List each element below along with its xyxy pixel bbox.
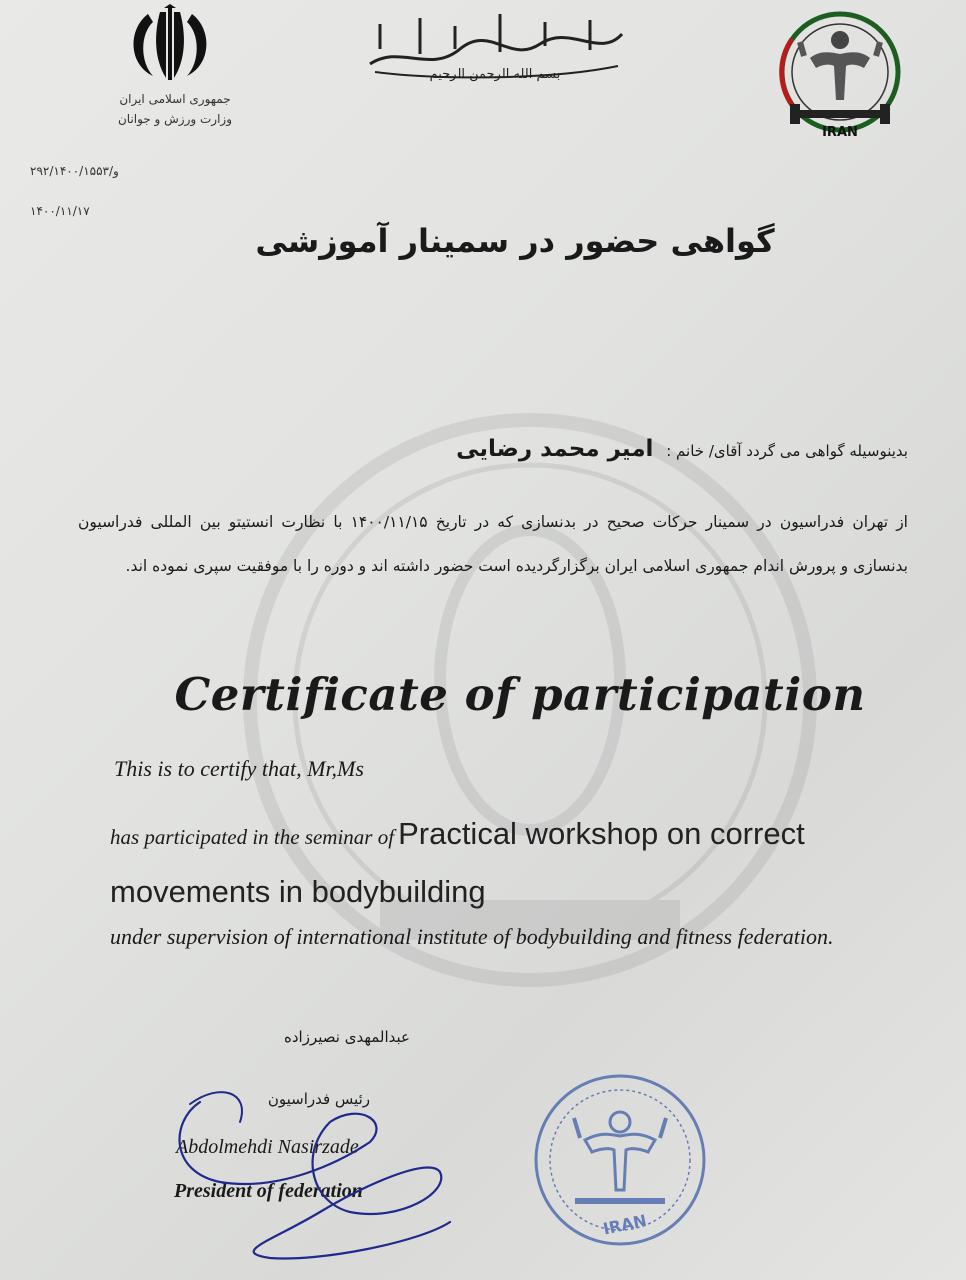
recipient-name: امیر محمد رضایی — [456, 436, 654, 462]
persian-paragraph: از تهران فدراسیون در سمینار حرکات صحیح در بدنسازی که در تاریخ ۱۴۰۰/۱۱/۱۵ با نظارت انستیتو بین المللی فدراسیون بدنسازی و پرورش اندام جمهوری اسلامی ایران برگزارگردیده است حضور داشته اند و دوره را با موفقیت سپری نموده اند. — [78, 513, 908, 575]
persian-intro: بدینوسیله گواهی می گردد آقای/ خانم : — [666, 442, 908, 460]
seminar-name: Practical workshop on correct movements in bodybuilding — [110, 816, 805, 909]
stamp-text: IRAN — [601, 1210, 649, 1239]
english-certify: This is to certify that, Mr,Ms — [114, 756, 364, 781]
participated-prefix: has participated in the seminar of — [110, 825, 395, 849]
signer-role-persian: رئیس فدراسیون — [267, 1090, 370, 1108]
letter-date: ۱۴۰۰/۱۱/۱۷ — [30, 204, 90, 218]
signer-name-english: Abdolmehdi Nasirzade — [176, 1136, 359, 1158]
persian-intro-line — [208, 436, 908, 462]
emblem-line-2: وزارت ورزش و جوانان — [117, 112, 233, 126]
handwritten-signature — [160, 1062, 460, 1262]
signer-name-persian: عبدالمهدی نصیرزاده — [284, 1028, 410, 1046]
english-title: Certificate of participation — [174, 668, 866, 721]
federation-stamp — [530, 1070, 710, 1250]
persian-title: گواهی حضور در سمینار آموزشی — [255, 222, 775, 260]
federation-logo-icon — [770, 10, 910, 142]
emblem-line-1: جمهوری اسلامی ایران — [119, 92, 231, 106]
bismillah-text: بسم الله الرحمن الرحیم — [429, 67, 561, 82]
signer-role-english: President of federation — [174, 1180, 363, 1202]
letter-number: ۲۹۲/۱۴۰۰/و/۱۵۵۳ — [30, 164, 119, 178]
iran-emblem-icon — [118, 4, 222, 84]
bismillah-calligraphy — [360, 4, 630, 82]
logo-text: IRAN — [822, 125, 858, 140]
english-supervision: under supervision of international institute of bodybuilding and fitness federation. — [110, 924, 834, 949]
english-participation — [110, 808, 940, 924]
